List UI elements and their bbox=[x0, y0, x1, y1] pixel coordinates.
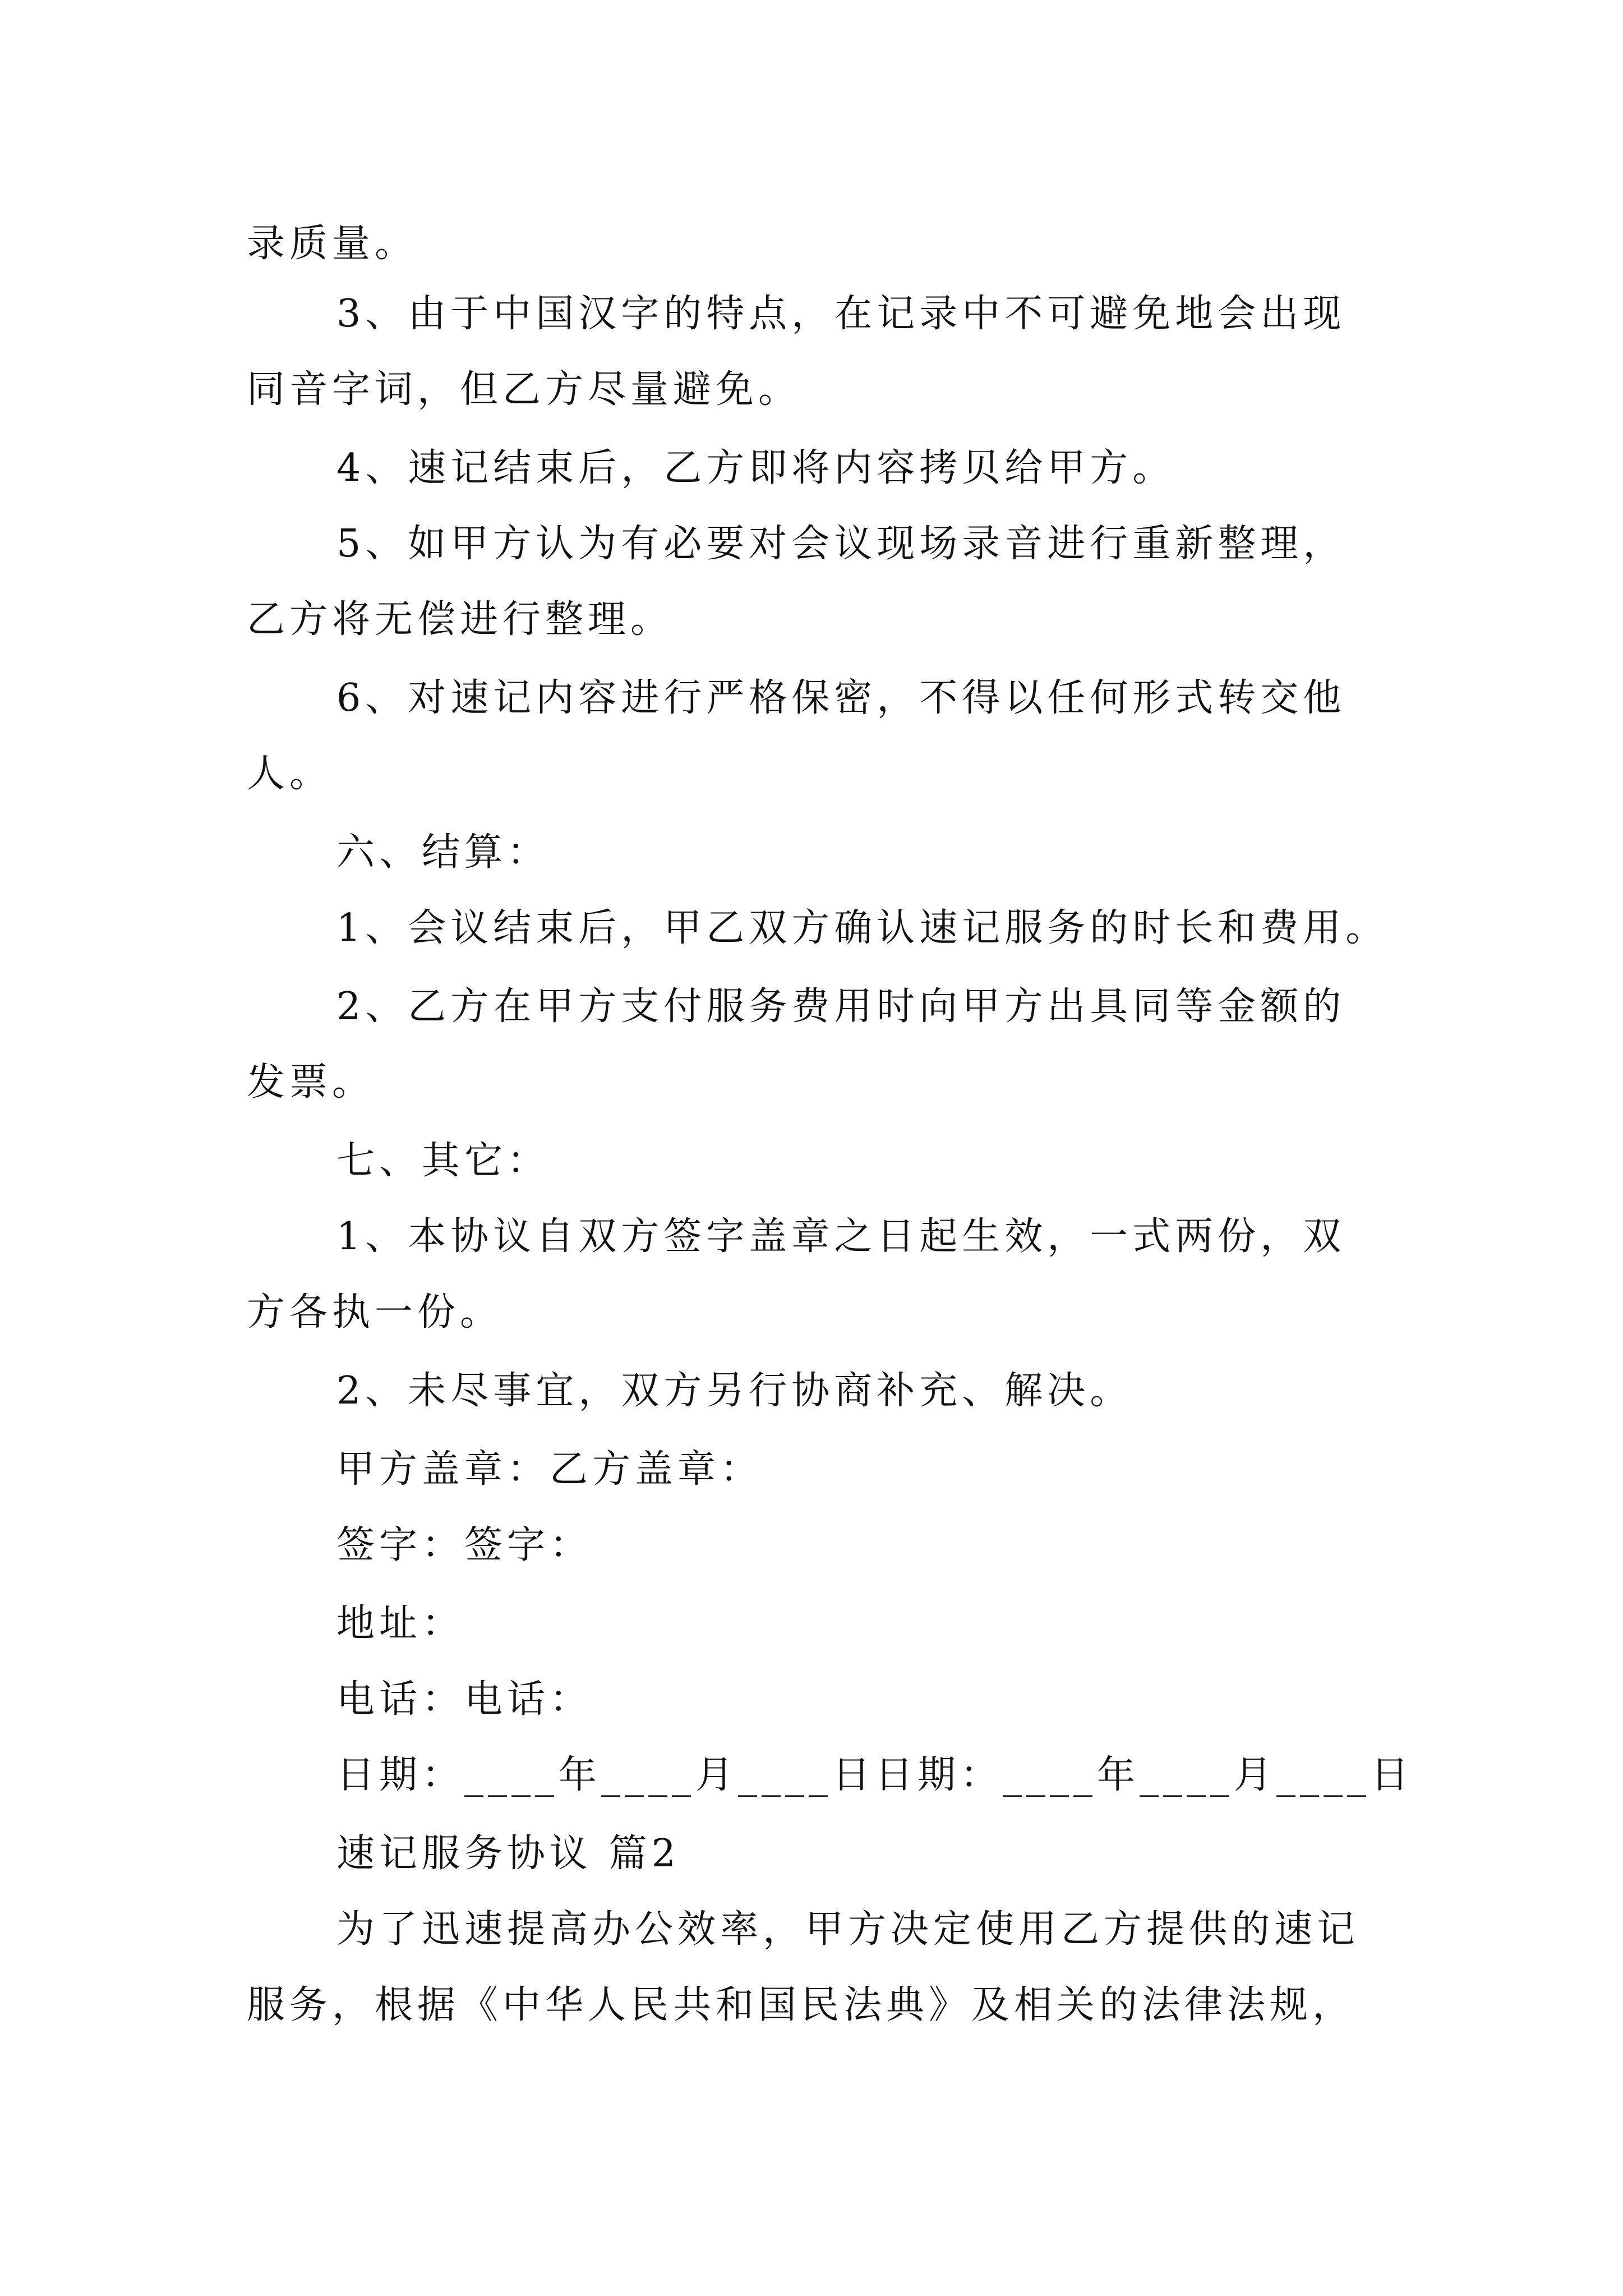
text-line: 1、本协议自双方签字盖章之日起生效，一式两份，双 bbox=[336, 1214, 1346, 1259]
text-line: 6、对速记内容进行严格保密，不得以任何形式转交他 bbox=[336, 676, 1346, 720]
text-line: 录质量。 bbox=[247, 222, 418, 266]
text-line: 乙方将无偿进行整理。 bbox=[247, 597, 674, 642]
text-line: 5、如甲方认为有必要对会议现场录音进行重新整理， bbox=[336, 522, 1346, 566]
text-line: 3、由于中国汉字的特点，在记录中不可避免地会出现 bbox=[336, 292, 1346, 336]
agreement-title: 速记服务协议 篇2 bbox=[336, 1832, 680, 1876]
text-line: 1、会议结束后，甲乙双方确认速记服务的时长和费用。 bbox=[336, 906, 1389, 950]
text-line: 2、未尽事宜，双方另行协商补充、解决。 bbox=[336, 1369, 1133, 1413]
section-heading: 七、其它： bbox=[336, 1139, 550, 1183]
phone-line: 电话：电话： bbox=[336, 1677, 593, 1722]
text-line: 方各执一份。 bbox=[247, 1290, 503, 1335]
text-line: 服务，根据《中华人民共和国民法典》及相关的法律法规， bbox=[247, 1983, 1355, 2027]
text-line: 同音字词，但乙方尽量避免。 bbox=[247, 367, 801, 412]
address-line: 地址： bbox=[336, 1602, 465, 1646]
text-line: 发票。 bbox=[247, 1060, 375, 1105]
text-line: 4、速记结束后，乙方即将内容拷贝给甲方。 bbox=[336, 446, 1175, 490]
signature-seal-line: 甲方盖章：乙方盖章： bbox=[336, 1447, 763, 1492]
text-line: 为了迅速提高办公效率，甲方决定使用乙方提供的速记 bbox=[336, 1907, 1360, 1952]
text-line: 人。 bbox=[247, 752, 333, 796]
text-line: 2、乙方在甲方支付服务费用时向甲方出具同等金额的 bbox=[336, 984, 1346, 1029]
signature-line: 签字：签字： bbox=[336, 1523, 593, 1567]
date-line: 日期：____年____月____日日期：____年____月____日 bbox=[336, 1753, 1414, 1797]
section-heading: 六、结算： bbox=[336, 830, 550, 875]
